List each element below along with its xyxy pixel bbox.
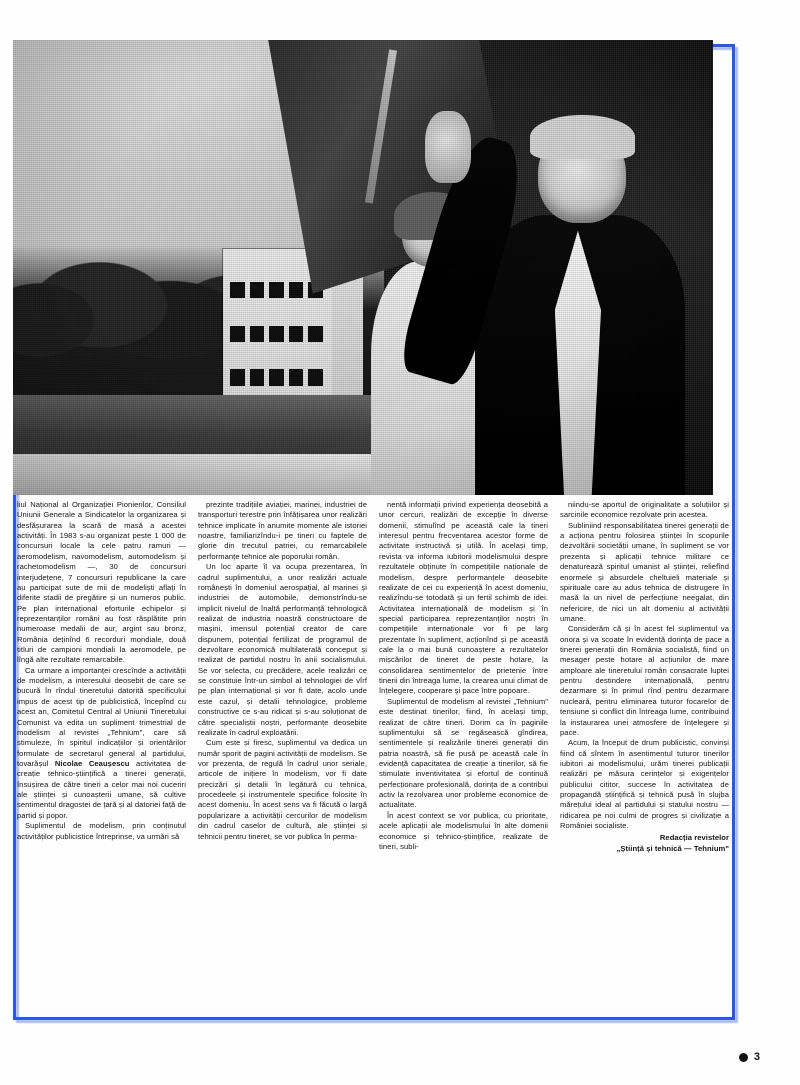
article-paragraph: nentă informații privind experiența deosebită a unor cercuri, realizări de excepție în diverse domenii, stimulînd pe această cale la tineri interesul pentru frecventarea acestor forme de activitate instructivă și utilă. În același timp, revista va informa iubitorii modelismului despre rezultatele obținute în competițiile naționale de modelism, despre performanțele deosebite realizate de cei cu experiență în acest domeniu, realizîndu-se totodată și un fertil schimb de idei. Activitatea internațională de modelism și în special participarea reprezentanților noștri în competițiile internaționale vor fi pe larg prezentate în supliment, acționînd și pe această cale la o mai bună cunoaștere a rezultatelor mișcărilor de tineret de peste hotare, la consolidarea sentimentelor de prietenie între tinerii din întreaga lume, la crearea unui climat de înțelegere, cooperare și pace între popoare. [379,500,549,696]
article-paragraph: liul Național al Organizației Pionierilor, Consiliul Uniunii Generale a Sindicatelor la organizarea și desfășurarea la scară de masă a acestei activități. În 1983 s-au organizat peste 1 000 de concursuri locale la cele patru ramuri — aeromodelism, navomodelism, automodelism și rachetomodelism —, 30 de concursuri interjudețene, 7 concursuri republicane la care au participat sute de mii de modeliști aflați în diferite stadii de pregătire și un numeros public. Pe plan internațional eforturile echipelor și reprezentanților români au fost răsplătite prin numeroase medalii de aur, argint sau bronz, România deținînd 6 recorduri mondiale, două titluri de campioni mondiali la aeromodele, pe lîngă alte rezultate remarcabile. [17,500,186,665]
article-paragraph: prezinte tradițiile aviației, marinei, industriei de transporturi terestre prin înfățișarea unor realizări tehnice implicate în anumite momente ale istoriei noastre, familiarizîndu-i pe tineri cu faptele de glorie din trecutul patriei, cu remarcabilele performanțe tehnice ale poporului român. [198,500,367,561]
article-paragraph: Suplimentul de modelism, prin conținutul activităților publicistice întreprinse, va urmări să [17,821,186,841]
article-paragraph: Suplimentul de modelism al revistei „Tehnium" este destinat tinerilor, fiind, în același timp, realizat de către tineri. Dorim ca în paginile suplimentului să se regăsească gîndirea, sentimentele și realizările tinerei generații din patria noastră, să fie pusă pe această cale în evidență capacitatea de creație a tinerilor, să fie stimulate inventivitatea și efortul de continuă perfecționare profesională, dorința de a contribui activ la rezolvarea unor probleme economice de actualitate. [379,696,548,810]
page-number-label: 3 [753,1051,760,1063]
page-number [739,1051,760,1063]
article-body [17,500,729,854]
photo-vignette [13,40,713,495]
signature-line-1: Redacția revistelor [659,832,729,842]
dot-marker-icon [739,1053,748,1062]
press-photograph [13,40,713,495]
highlighted-name: Nicolae Ceaușescu [54,758,130,768]
article-paragraph: Considerăm că și în acest fel suplimentul va onora și va scoate în evidență dorința de pace a tinerei generații din România socialistă, fiind un mesager peste hotare al acțiunilor de mare amploare ale tineretului român consacrate luptei pentru destindere internațională, pentru dezarmare și în primul rînd pentru dezarmare nucleară, pentru eliminarea tuturor focarelor de tensiune și conflict din întreaga lume, contribuind la instaurarea unei atmosfere de înțelegere și pace. [560,624,729,737]
article-signature [560,832,729,854]
article-paragraph: Un loc aparte îl va ocupa prezentarea, în cadrul suplimentului, a unor realizări actuale românești în domeniul aerospațial, al marinei și industriei de automobile, demonstrîndu-se implicit nivelul de înaltă performanță tehnologică realizat de industria noastră constructoare de mașini, imensul potențial creator de care dispunem, potențial fertilizat de programul de dezvoltare economică multilaterală conceput și realizat de partidul nostru în anii socialismului. Se vor selecta, cu precădere, acele realizări ce se constituie într-un simbol al tehnologiei de vîrf pe plan internațional și vor fi date, acolo unde este cazul, și detalii tehnologice, probleme constructive ce s-au ridicat și s-au soluționat de către specialiștii noștri, performanțe deosebite realizate în cadrul exploatării. [198,562,367,737]
article-paragraph: În acest context se vor publica, cu prioritate, acele aplicații ale modelismului în alte domenii economice și tehnico-științifice, realizate de tineri, subli- [379,810,548,851]
article-paragraph: Cum este și firesc, suplimentul va dedica un număr sporit de pagini activității de modelism. Se vor prezenta, de regulă în cadrul unor seriale, articole de inițiere în modelism, vor fi date precizări și detalii în legătură cu tehnica, procedeele și instrumentele specifice folosite în acest domeniu. În acest sens va fi făcută o largă popularizare a activității cercurilor de modelism din cadrul caselor de cultură, ale științei și tehnicii pentru tineret, se vor publica în perma- [198,738,367,841]
signature-line-2: „Știință și tehnică — Tehnium" [616,843,729,853]
article-paragraph: Subliniind responsabilitatea tinerei generații de a acționa pentru folosirea științei în scopurile dezvoltării societății umane, în supliment se vor prezenta și aplicații tehnice militare ce denaturează spiritul umanist al științei, reliefînd enormele și absurdele cheltuieli materiale și spirituale care au adus tehnica de distrugere în masă la un nivel de perfecțiune neegalat, din nefericire, de nici un alt domeniu al activității umane. [560,520,729,623]
article-paragraph: niindu-se aportul de originalitate a soluțiilor și sarcinile economice rezolvate prin acestea. [560,500,729,520]
article-paragraph: Acum, la început de drum publicistic, convinși fiind că sîntem în asentimentul tuturor tinerilor iubitori ai modelismului, urăm tinerei publicații realizări pe măsura cerințelor și exigențelor publicului cititor, succese în activitatea de propagandă științifică și tehnică pusă în slujba mărețului ideal al partidului și statului nostru — ridicarea pe noi culmi de progres și civilizație a României socialiste. [560,738,729,831]
article-paragraph: Ca urmare a importanței crescînde a activității de modelism, a interesului deosebit de care se bucură în rîndul tineretului datorită specificului impus de acest tip de publicistică, începînd cu acest an, Comitetul Central al Uniunii Tineretului Comunist va edita un supliment trimestrial de modelism al revistei „Tehnium", care să stimuleze, în spiritul indicațiilor și orientărilor formulate de secretarul general al partidului, tovarășul Nicolae Ceaușescu activitatea de creație tehnico-științifică a tinerei generații, însușirea de către tineri a celor mai noi cuceriri ale științei și cunoașterii umane, să cultive sentimentul dragostei de țară și al datoriei față de partid și popor. [17,665,187,820]
